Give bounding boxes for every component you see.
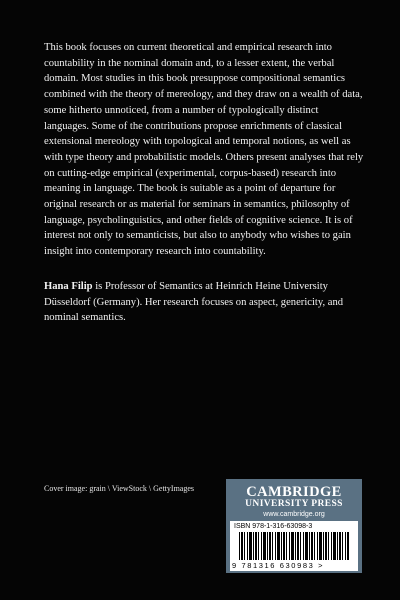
publisher-url: www.cambridge.org bbox=[263, 511, 325, 518]
book-description: This book focuses on current theoretical and empirical research into countability in the nominal domain and, to a lesser extent, the verbal domain. Most studies in this book presuppose compositional semantics combined with the theory of mereology, and they draw on a wealth of data, some hitherto unnoticed, from a number of typologically distinct languages. Some of the contributions propose enrichments of classical extensional mereology with topological and temporal notions, as well as with type theory and probabilistic models. Others present analyses that rely on cutting-edge empirical (experimental, corpus-based) research into meaning in language. The book is suitable as a point of departure for original research or as material for seminars in semantics, philosophy of language, psycholinguistics, and other fields of cognitive science. It is of interest not only to semanticists, but also to anybody who wishes to gain insight into contemporary research into countability. bbox=[44, 42, 364, 258]
cover-image-credit: Cover image: grain \ ViewStock \ GettyImages bbox=[44, 484, 195, 493]
publisher-subname: UNIVERSITY PRESS bbox=[245, 499, 343, 509]
author-name: Hana Filip bbox=[44, 281, 93, 292]
barcode-icon bbox=[239, 532, 349, 560]
barcode-label bbox=[230, 521, 358, 571]
publisher-name: CAMBRIDGE bbox=[246, 484, 342, 500]
barcode-digits: 9 781316 630983 > bbox=[232, 561, 325, 570]
author-bio bbox=[44, 279, 366, 326]
isbn-number: ISBN 978-1-316-63098-3 bbox=[234, 523, 313, 530]
author-bio-text: is Professor of Semantics at Heinrich Heine University Düsseldorf (Germany). Her research focuses on aspect, genericity, and nominal semantics. bbox=[44, 281, 344, 324]
